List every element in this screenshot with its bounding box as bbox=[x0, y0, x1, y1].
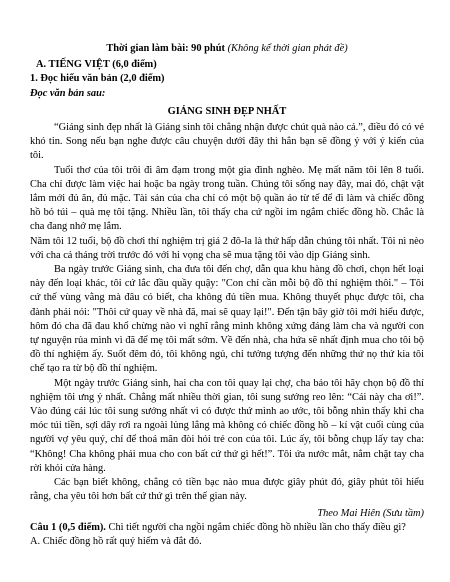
exam-header bbox=[30, 42, 424, 56]
story-paragraph-1: “Giáng sinh đẹp nhất là Giáng sinh tôi chẳng nhận được chút quà nào cả.”, điều đó có vẻ khó tin. Song nếu bạn nghe được câu chuyện dưới đây thì hẳn bạn sẽ đồng ý với ý kiến của tôi. bbox=[30, 122, 424, 162]
part-1-heading: 1. Đọc hiểu văn bản (2,0 điểm) bbox=[30, 73, 165, 85]
question-1 bbox=[30, 521, 424, 535]
story-paragraph-4: Ba ngày trước Giáng sinh, cha đưa tôi đến chợ, dẫn qua khu hàng đồ chơi, chọn hết loại này đến loại khác, tôi cứ lắc đầu quầy quậy: "Con chỉ cần mỗi bộ đồ thí nghiệm thôi." – Tôi cứ thế vùng vằng mà đâu có biết, cha không đủ tiền mua. Không thuyết phục được tôi, cha đành phải nói: "Thôi cứ quay về nhà đã, mai sẽ quay lại!". Đến tận bây giờ tôi mới hiểu được, hôm đó cha đã đau khổ chừng nào vì nghĩ rằng mình không xứng đáng làm cha và người con tự nguyện rủa mình vì đã để mẹ tôi mất sớm. Về đến nhà, cha hứa sẽ nhất định mua cho tôi bộ đồ thí nghiệm ấy. Suốt đêm đó, tôi không ngủ, chỉ tưởng tượng đến những thứ nọ thứ kia tôi chế tạo ra từ bộ đồ thí nghiệm. bbox=[30, 264, 424, 375]
question-1-label: Câu 1 (0,5 điểm). bbox=[30, 521, 106, 533]
time-note: (Không kể thời gian phát đề) bbox=[227, 43, 348, 54]
question-1-option-a: A. Chiếc đồng hồ rất quý hiếm và đắt đỏ. bbox=[30, 535, 202, 547]
story-title: GIÁNG SINH ĐẸP NHẤT bbox=[167, 105, 287, 117]
story-paragraph-3: Năm tôi 12 tuổi, bộ đồ chơi thí nghiệm trị giá 2 đô-la là thứ hấp dẫn chúng tôi nhất. Tôi nì nèo với cha cả tháng trời trước đó với hi vọng cha sẽ mua tặng tôi vào dịp Giáng sinh. bbox=[30, 235, 424, 261]
story-paragraph-6: Các bạn biết không, chẳng có tiền bạc nào mua được giây phút đó, giây phút tôi hiểu rằng, cha yêu tôi hơn bất cứ thứ gì trên thế gian này. bbox=[30, 477, 424, 503]
section-a-heading: A. TIẾNG VIỆT (6,0 điểm) bbox=[36, 59, 157, 71]
story-paragraph-2: Tuổi thơ của tôi trôi đi âm đạm trong một gia đình nghèo. Mẹ mất năm tôi lên 8 tuổi. Cha chỉ được làm việc hai hoặc ba ngày trong tuần. Chúng tôi sống nay đây, mai đó, chật vật lắm mới đủ ăn, đủ mặc. Tài sản của cha chỉ có một bộ quần áo từ tế để đi làm và chiếc đồng hồ bỏ túi – quà mẹ tôi tặng. Nhiều lần, tôi thấy cha cứ ngồi im ngắm chiếc đồng hồ. Chắc là cha đang nhớ mẹ lắm. bbox=[30, 164, 424, 233]
time-label: Thời gian làm bài: 90 phút bbox=[106, 43, 225, 54]
story-source: Theo Mai Hiên (Sưu tầm) bbox=[317, 507, 424, 519]
story-paragraph-5: Một ngày trước Giáng sinh, hai cha con tôi quay lại chợ, cha bảo tôi hãy chọn bộ đồ thí nghiệm tôi ưng ý nhất. Chẳng mất nhiều thời gian, tôi sung sướng reo lên: “Cái này cha ơi!”. Vào đúng cái lúc tôi sung sướng nhất vì có được thứ mình ao ước, tôi bỗng nhìn thấy khi cha móc túi tiền, sợi dây rơi ra ngoài lủng lẳng mà không có chiếc đồng hồ – kí vật cuối cùng của người vợ yêu quý, chỉ để thoả mãn đòi hỏi trẻ con của tôi. Lúc ấy, tôi bỗng chụp lấy tay cha: “Không! Cha không phải mua cho con bất cứ thứ gì hết!”. Tôi ứa nước mắt, nắm chặt tay cha rời khỏi cửa hàng. bbox=[30, 377, 424, 474]
question-1-text: Chi tiết người cha ngồi ngắm chiếc đồng hồ nhiều lần cho thấy điều gì? bbox=[108, 521, 406, 533]
read-intro: Đọc văn bản sau: bbox=[30, 87, 106, 99]
